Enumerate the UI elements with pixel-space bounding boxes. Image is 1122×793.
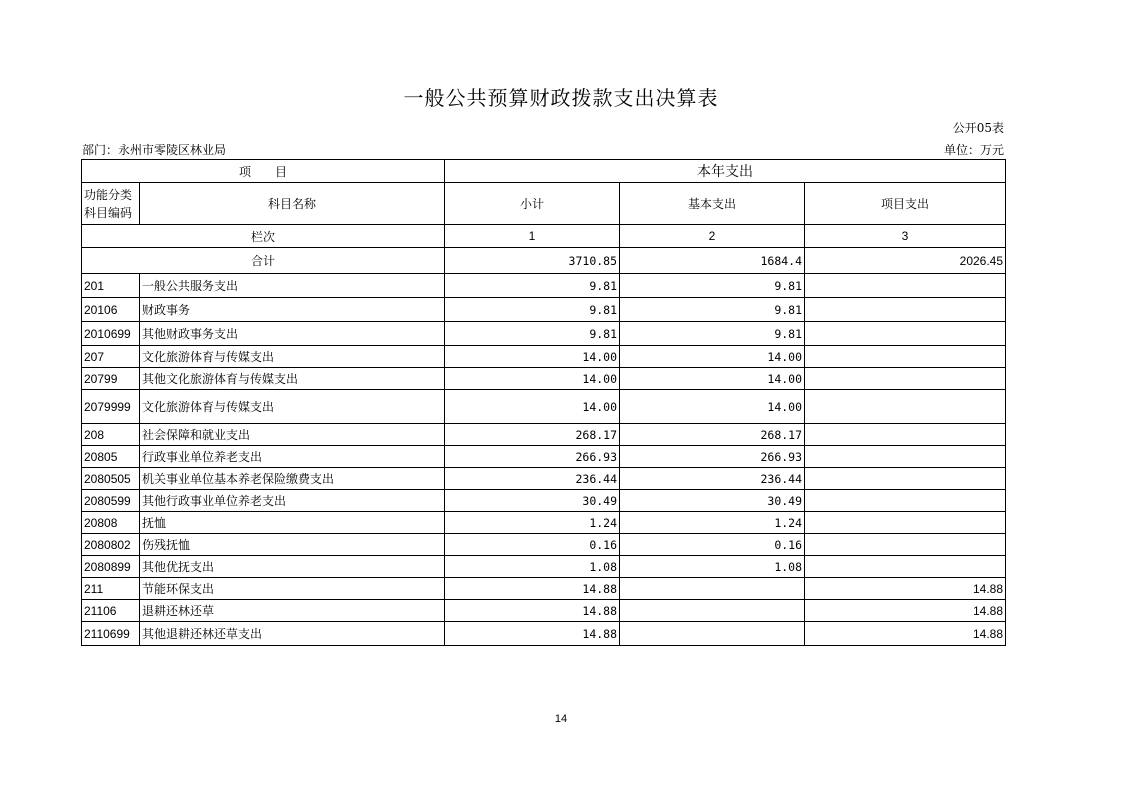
row-name: 节能环保支出 <box>140 578 445 600</box>
header-code-label-line2: 科目编码 <box>84 205 133 220</box>
table-row <box>82 600 1006 622</box>
row-subtotal: 268.17 <box>445 424 620 446</box>
row-name: 其他行政事业单位养老支出 <box>140 490 445 512</box>
row-basic <box>620 578 805 600</box>
row-basic: 1.08 <box>620 556 805 578</box>
row-name: 文化旅游体育与传媒支出 <box>140 346 445 368</box>
header-row-columns <box>82 183 1006 225</box>
row-project <box>805 368 1006 390</box>
table-row <box>82 322 1006 346</box>
table-row <box>82 468 1006 490</box>
row-name: 伤残抚恤 <box>140 534 445 556</box>
table-row <box>82 622 1006 646</box>
total-label: 合计 <box>82 248 445 274</box>
row-name: 其他优抚支出 <box>140 556 445 578</box>
table-row <box>82 556 1006 578</box>
header-name-label: 科目名称 <box>140 183 445 225</box>
row-name: 其他退耕还林还草支出 <box>140 622 445 646</box>
table-row <box>82 424 1006 446</box>
row-name: 抚恤 <box>140 512 445 534</box>
header-row-top <box>82 160 1006 183</box>
row-basic: 30.49 <box>620 490 805 512</box>
budget-expenditure-table <box>81 159 1006 646</box>
table-row <box>82 390 1006 424</box>
row-project <box>805 446 1006 468</box>
row-project <box>805 298 1006 322</box>
row-subtotal: 14.88 <box>445 578 620 600</box>
row-code: 2010699 <box>82 322 140 346</box>
row-subtotal: 30.49 <box>445 490 620 512</box>
page-number: 14 <box>554 713 568 725</box>
row-subtotal: 14.00 <box>445 346 620 368</box>
row-code: 211 <box>82 578 140 600</box>
row-code: 2080505 <box>82 468 140 490</box>
row-basic: 1.24 <box>620 512 805 534</box>
row-code: 20805 <box>82 446 140 468</box>
table-row <box>82 274 1006 298</box>
row-project: 14.88 <box>805 622 1006 646</box>
row-project <box>805 390 1006 424</box>
row-subtotal: 9.81 <box>445 322 620 346</box>
row-subtotal: 14.88 <box>445 622 620 646</box>
row-subtotal: 14.88 <box>445 600 620 622</box>
header-row-order <box>82 225 1006 248</box>
row-subtotal: 0.16 <box>445 534 620 556</box>
row-code: 207 <box>82 346 140 368</box>
header-subtotal: 小计 <box>445 183 620 225</box>
row-name: 一般公共服务支出 <box>140 274 445 298</box>
table-row <box>82 346 1006 368</box>
row-subtotal: 14.00 <box>445 368 620 390</box>
row-project <box>805 346 1006 368</box>
row-subtotal: 9.81 <box>445 274 620 298</box>
row-code: 2080802 <box>82 534 140 556</box>
row-code: 2080899 <box>82 556 140 578</box>
row-basic: 236.44 <box>620 468 805 490</box>
row-name: 其他财政事务支出 <box>140 322 445 346</box>
row-project <box>805 534 1006 556</box>
column-order-label: 栏次 <box>82 225 445 248</box>
header-current-year: 本年支出 <box>445 160 1006 183</box>
row-name: 财政事务 <box>140 298 445 322</box>
row-subtotal: 9.81 <box>445 298 620 322</box>
column-order-3: 3 <box>805 225 1006 248</box>
row-code: 201 <box>82 274 140 298</box>
row-project: 14.88 <box>805 600 1006 622</box>
header-project: 项 目 <box>82 160 445 183</box>
row-name: 机关事业单位基本养老保险缴费支出 <box>140 468 445 490</box>
row-basic: 9.81 <box>620 274 805 298</box>
table-row <box>82 512 1006 534</box>
table-row <box>82 578 1006 600</box>
total-project: 2026.45 <box>805 248 1006 274</box>
row-code: 20799 <box>82 368 140 390</box>
header-code-label <box>82 183 140 225</box>
row-project <box>805 424 1006 446</box>
row-project <box>805 274 1006 298</box>
row-project <box>805 556 1006 578</box>
row-basic: 0.16 <box>620 534 805 556</box>
unit-label: 单位：万元 <box>943 143 1004 157</box>
row-name: 其他文化旅游体育与传媒支出 <box>140 368 445 390</box>
form-code: 公开05表 <box>952 121 1004 135</box>
row-code: 2080599 <box>82 490 140 512</box>
row-code: 208 <box>82 424 140 446</box>
header-code-label-line1: 功能分类 <box>84 187 133 202</box>
row-name: 行政事业单位养老支出 <box>140 446 445 468</box>
row-project <box>805 322 1006 346</box>
row-code: 2079999 <box>82 390 140 424</box>
table-row <box>82 490 1006 512</box>
row-code: 21106 <box>82 600 140 622</box>
row-project <box>805 512 1006 534</box>
row-subtotal: 14.00 <box>445 390 620 424</box>
report-title: 一般公共预算财政拨款支出决算表 <box>403 86 719 110</box>
row-basic: 14.00 <box>620 390 805 424</box>
row-project <box>805 468 1006 490</box>
row-basic <box>620 622 805 646</box>
header-project-expense: 项目支出 <box>805 183 1006 225</box>
row-basic: 268.17 <box>620 424 805 446</box>
row-project: 14.88 <box>805 578 1006 600</box>
row-basic: 9.81 <box>620 298 805 322</box>
row-subtotal: 1.24 <box>445 512 620 534</box>
row-name: 退耕还林还草 <box>140 600 445 622</box>
row-subtotal: 236.44 <box>445 468 620 490</box>
table-row <box>82 446 1006 468</box>
row-subtotal: 266.93 <box>445 446 620 468</box>
row-name: 社会保障和就业支出 <box>140 424 445 446</box>
total-basic: 1684.4 <box>620 248 805 274</box>
row-code: 20808 <box>82 512 140 534</box>
row-basic <box>620 600 805 622</box>
total-subtotal: 3710.85 <box>445 248 620 274</box>
table-row <box>82 534 1006 556</box>
row-name: 文化旅游体育与传媒支出 <box>140 390 445 424</box>
column-order-2: 2 <box>620 225 805 248</box>
table-row <box>82 298 1006 322</box>
table-row <box>82 368 1006 390</box>
column-order-1: 1 <box>445 225 620 248</box>
department-label: 部门：永州市零陵区林业局 <box>82 143 227 157</box>
row-basic: 14.00 <box>620 368 805 390</box>
row-project <box>805 490 1006 512</box>
header-basic: 基本支出 <box>620 183 805 225</box>
row-basic: 266.93 <box>620 446 805 468</box>
row-basic: 9.81 <box>620 322 805 346</box>
row-basic: 14.00 <box>620 346 805 368</box>
row-subtotal: 1.08 <box>445 556 620 578</box>
total-row <box>82 248 1006 274</box>
row-code: 2110699 <box>82 622 140 646</box>
row-code: 20106 <box>82 298 140 322</box>
